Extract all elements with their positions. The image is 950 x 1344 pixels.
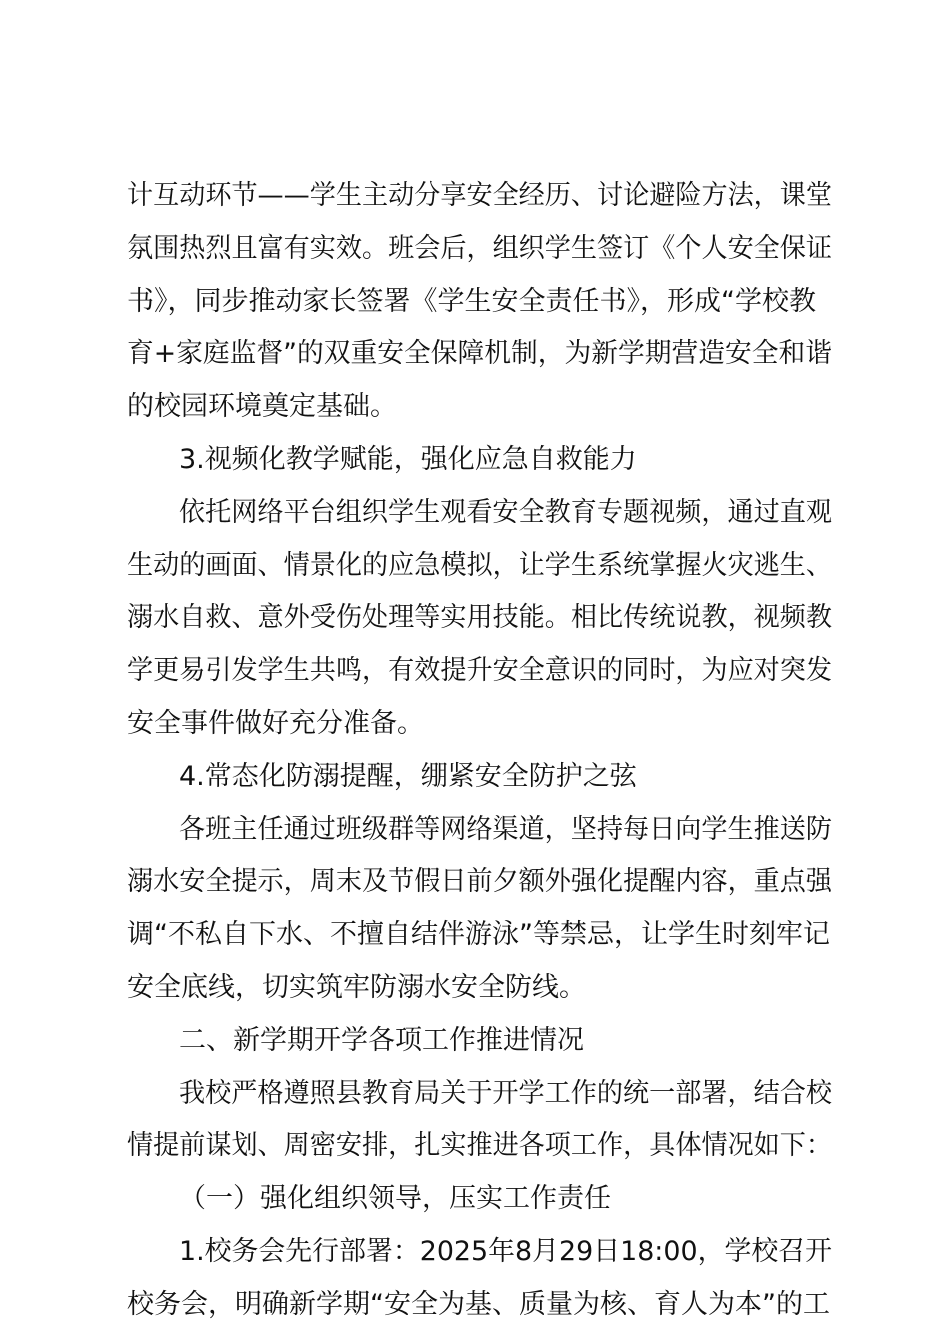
text-line: 我校严格遵照县教育局关于开学工作的统一部署，结合校 — [179, 1077, 832, 1109]
text-line: 的校园环境奠定基础。 — [127, 391, 397, 423]
text-line: 校务会，明确新学期“安全为基、质量为核、育人为本”的工 — [127, 1288, 830, 1320]
text-line: 依托网络平台组织学生观看安全教育专题视频，通过直观 — [179, 496, 832, 528]
text-line: 1.校务会先行部署：2025年8月29日18:00，学校召开 — [179, 1235, 833, 1267]
text-line: 调“不私自下水、不擅自结伴游泳”等禁忌，让学生时刻牢记 — [127, 919, 830, 951]
text-line: 溺水安全提示，周末及节假日前夕额外强化提醒内容，重点强 — [127, 866, 833, 898]
text-line: 各班主任通过班级群等网络渠道，坚持每日向学生推送防 — [179, 813, 832, 845]
text-line: 安全事件做好充分准备。 — [127, 707, 424, 739]
subsection-heading-1: （一）强化组织领导，压实工作责任 — [179, 1183, 611, 1215]
text-line: 计互动环节——学生主动分享安全经历、讨论避险方法，课堂 — [127, 180, 833, 211]
text-line: 书》，同步推动家长签署《学生安全责任书》，形成“学校教 — [127, 285, 816, 317]
text-line: 氛围热烈且富有实效。班会后，组织学生签订《个人安全保证 — [127, 232, 833, 264]
text-line: 安全底线，切实筑牢防溺水安全防线。 — [127, 971, 586, 1003]
text-line: 情提前谋划、周密安排，扎实推进各项工作，具体情况如下： — [127, 1130, 833, 1162]
section-heading-3: 3.视频化教学赋能，强化应急自救能力 — [179, 443, 637, 475]
text-line: 育+家庭监督”的双重安全保障机制，为新学期营造安全和谐 — [127, 338, 833, 370]
text-line: 学更易引发学生共鸣，有效提升安全意识的同时，为应对突发 — [127, 655, 833, 687]
text-line: 溺水自救、意外受伤处理等实用技能。相比传统说教，视频教 — [127, 602, 833, 634]
chapter-heading-2: 二、新学期开学各项工作推进情况 — [179, 1024, 584, 1056]
text-line: 生动的画面、情景化的应急模拟，让学生系统掌握火灾逃生、 — [127, 549, 833, 581]
body-text — [127, 170, 832, 1332]
section-heading-4: 4.常态化防溺提醒，绷紧安全防护之弦 — [179, 760, 637, 792]
